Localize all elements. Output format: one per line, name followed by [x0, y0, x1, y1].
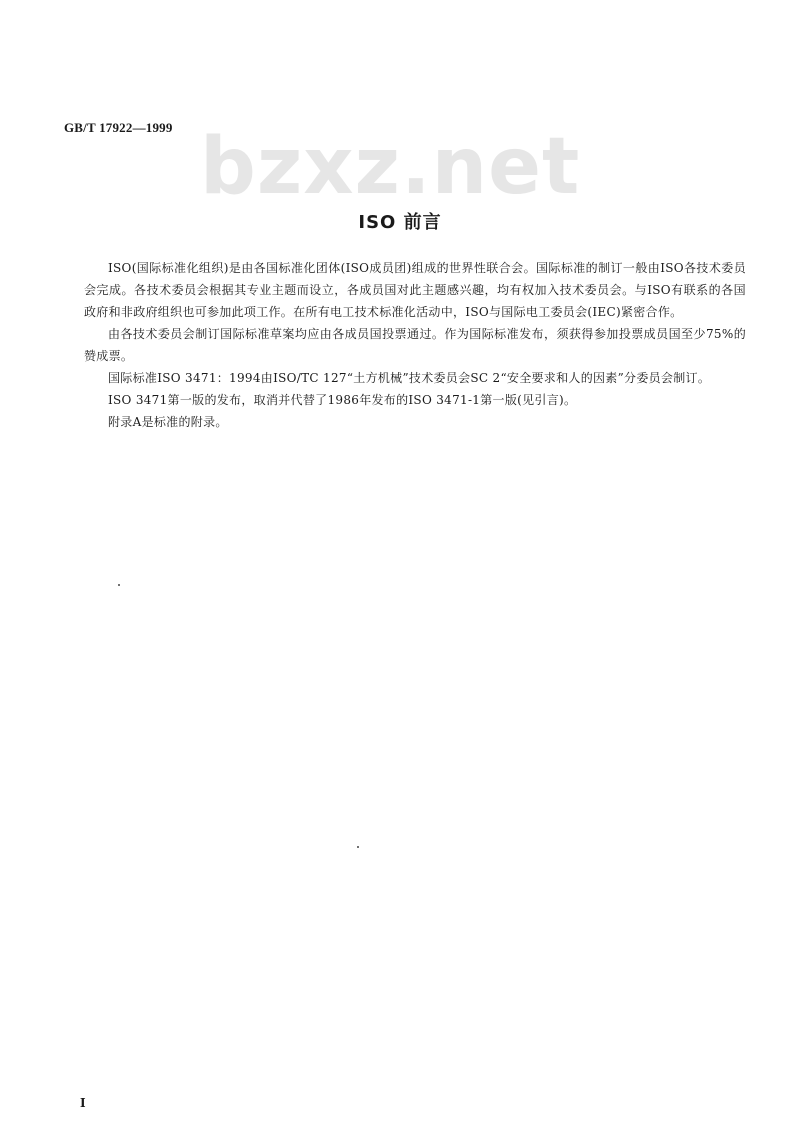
page-title: ISO 前言 — [358, 212, 442, 233]
paragraph-annex: 附录A是标准的附录。 — [108, 415, 228, 429]
paragraph-iso-intro: ISO(国际标准化组织)是由各国标准化团体(ISO成员团)组成的世界性联合会。国际标准的制订一般由ISO各技术委员会完成。各技术委员会根据其专业主题而设立，各成员国对此主题感兴趣，均有权加入技术委员会。与ISO有联系的各国政府和非政府组织也可参加此项工作。在所有电工技术标准化活动中，ISO与国际电工委员会(IEC)紧密合作。 — [84, 261, 746, 319]
standard-code: GB/T 17922—1999 — [64, 120, 173, 135]
paragraph-prepared-by: 国际标准ISO 3471：1994由ISO/TC 127“土方机械”技术委员会SC 2“安全要求和人的因素”分委员会制订。 — [108, 371, 711, 385]
scan-speck — [118, 584, 120, 586]
paragraph-edition: ISO 3471第一版的发布，取消并代替了1986年发布的ISO 3471-1第一版(见引言)。 — [108, 393, 577, 407]
watermark-text: bzxz.net — [200, 122, 581, 212]
foreword-body — [84, 257, 746, 433]
scan-speck — [357, 846, 359, 848]
page-number: I — [80, 1096, 86, 1110]
paragraph-voting: 由各技术委员会制订国际标准草案均应由各成员国投票通过。作为国际标准发布，须获得参加投票成员国至少75%的赞成票。 — [84, 327, 746, 363]
